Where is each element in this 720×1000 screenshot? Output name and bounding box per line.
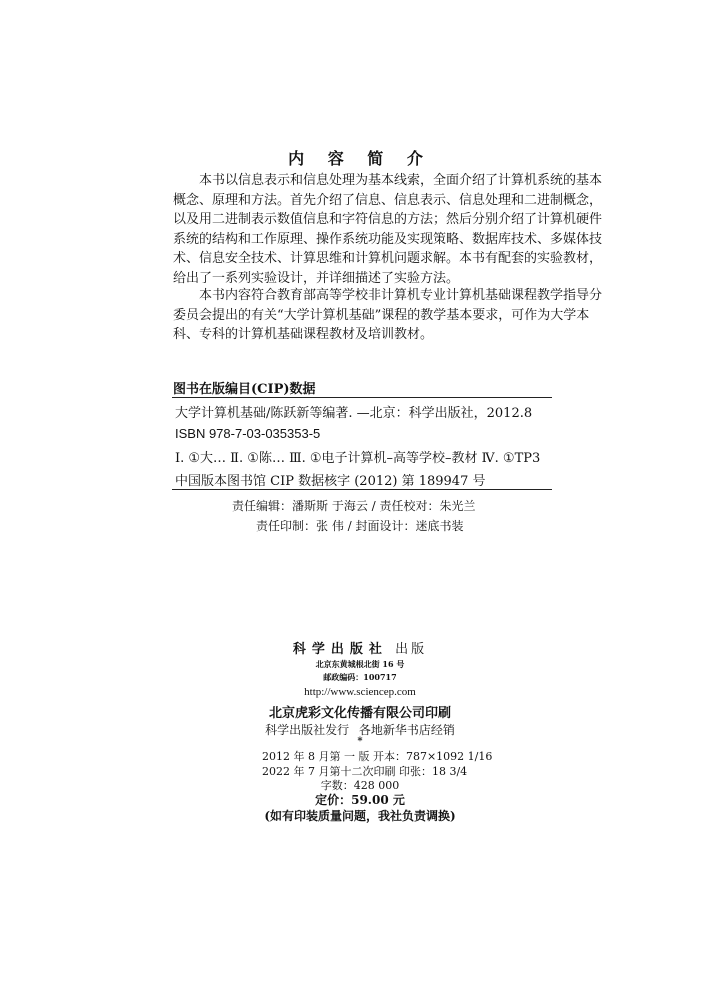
cip-bibliographic-line: 大学计算机基础/陈跃新等编著. —北京：科学出版社，2012.8 — [175, 406, 533, 421]
cip-classification: Ⅰ. ①大… Ⅱ. ①陈… Ⅲ. ①电子计算机–高等学校–教材 Ⅳ. ①TP3 — [175, 451, 541, 466]
summary-paragraph-2 — [173, 286, 603, 345]
cip-record-number: 中国版本图书馆 CIP 数据核字 (2012) 第 189947 号 — [175, 474, 486, 489]
summary-paragraph-1 — [173, 171, 603, 288]
text-line: 本书内容符合教育部高等学校非计算机专业计算机基础课程教学指导分 — [199, 288, 603, 303]
publisher-name: 科学出版社 — [292, 642, 388, 657]
summary-title: 内 容 简 介 — [288, 149, 432, 168]
text-line: 科、专科的计算机基础课程教材及培训教材。 — [173, 327, 434, 342]
editor-credits: 责任编辑：潘斯斯 于海云 / 责任校对：朱光兰 — [232, 499, 476, 513]
cip-heading: 图书在版编目(CIP)数据 — [173, 382, 316, 397]
text-line: 以及用二进制表示数值信息和字符信息的方法；然后分别介绍了计算机硬件 — [173, 212, 603, 227]
separator-star: * — [357, 736, 363, 747]
cip-bottom-rule — [172, 489, 552, 490]
cip-isbn: ISBN 978-7-03-035353-5 — [175, 426, 321, 441]
edition-line-2: 2022 年 7 月第十二次印刷 印张：18 3/4 — [262, 765, 468, 778]
production-credits: 责任印制：张 伟 / 封面设计：迷底书装 — [256, 519, 464, 533]
text-line: 系统的结构和工作原理、操作系统功能及实现策略、数据库技术、多媒体技 — [173, 231, 603, 247]
publisher-line — [0, 638, 720, 657]
text-line: 给出了一系列实验设计，并详细描述了实验方法。 — [173, 270, 460, 286]
printer: 北京虎彩文化传播有限公司印刷 — [268, 706, 451, 721]
edition-line-1: 2012 年 8 月第 一 版 开本：787×1092 1/16 — [262, 750, 493, 763]
postcode: 邮政编码：100717 — [323, 672, 397, 682]
text-line: 本书以信息表示和信息处理为基本线索，全面介绍了计算机系统的基本 — [199, 173, 603, 188]
quality-notice: (如有印装质量问题，我社负责调换) — [264, 809, 456, 823]
text-line: 术、信息安全技术、计算思维和计算机问题求解。本书有配套的实验教材， — [173, 251, 603, 266]
text-line: 概念、原理和方法。首先介绍了信息、信息表示、信息处理和二进制概念， — [173, 192, 603, 208]
publisher-address: 北京东黄城根北街 16 号 — [315, 659, 405, 669]
word-count: 字数：428 000 — [320, 779, 400, 792]
publisher-url: http://www.sciencep.com — [304, 686, 416, 698]
cip-top-rule — [172, 397, 552, 398]
price: 定价：59.00 元 — [315, 793, 405, 807]
distribution: 科学出版社发行 各地新华书店经销 — [265, 723, 455, 737]
publisher-suffix: 出版 — [395, 642, 428, 657]
text-line: 委员会提出的有关“大学计算机基础”课程的教学基本要求，可作为大学本 — [173, 307, 590, 323]
